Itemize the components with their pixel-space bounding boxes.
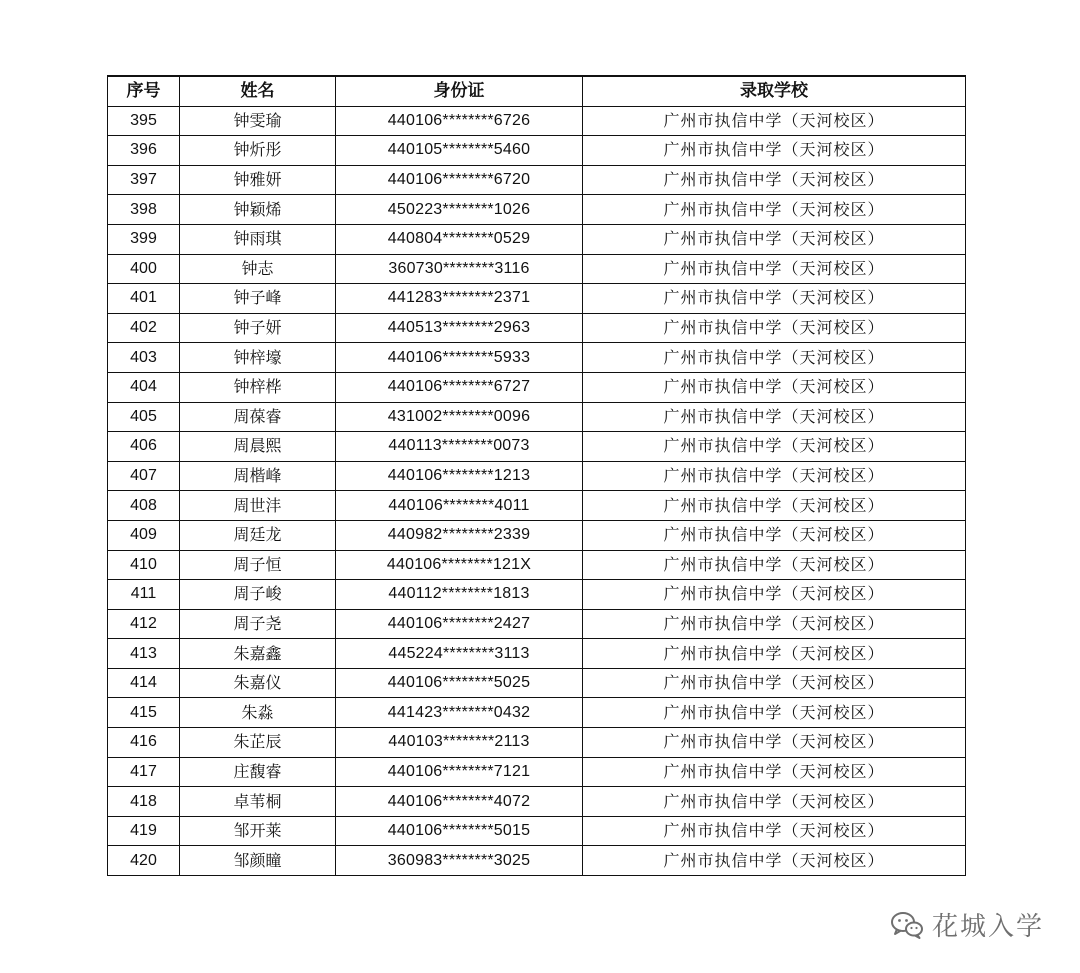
table-row [108,491,966,521]
table-row [108,106,966,136]
watermark [890,906,1044,943]
name-cell: 朱嘉鑫 [180,639,336,669]
school-cell: 广州市执信中学（天河校区） [583,461,966,491]
seq-cell: 406 [108,432,180,462]
table-row [108,639,966,669]
id-card-cell: 441423********0432 [336,698,583,728]
id-card-cell: 440106********6727 [336,372,583,402]
name-cell: 周子峻 [180,580,336,610]
school-cell: 广州市执信中学（天河校区） [583,343,966,373]
table-body [108,106,966,875]
name-cell: 卓苇桐 [180,787,336,817]
name-cell: 周晨熙 [180,432,336,462]
seq-cell: 395 [108,106,180,136]
school-cell: 广州市执信中学（天河校区） [583,816,966,846]
name-cell: 钟雨琪 [180,224,336,254]
school-cell: 广州市执信中学（天河校区） [583,195,966,225]
name-cell: 钟子峰 [180,284,336,314]
table-row [108,728,966,758]
admission-table [107,75,966,876]
id-card-cell: 440106********5015 [336,816,583,846]
seq-cell: 419 [108,816,180,846]
table-row [108,698,966,728]
table-row [108,313,966,343]
table-row [108,343,966,373]
school-cell: 广州市执信中学（天河校区） [583,254,966,284]
table-row [108,402,966,432]
table-row [108,609,966,639]
table-row [108,136,966,166]
seq-cell: 399 [108,224,180,254]
table-header-row [108,76,966,106]
header-id-card: 身份证 [336,76,583,106]
seq-cell: 405 [108,402,180,432]
table-row [108,846,966,876]
table-row [108,372,966,402]
id-card-cell: 440106********2427 [336,609,583,639]
school-cell: 广州市执信中学（天河校区） [583,728,966,758]
id-card-cell: 440106********1213 [336,461,583,491]
id-card-cell: 440105********5460 [336,136,583,166]
seq-cell: 398 [108,195,180,225]
school-cell: 广州市执信中学（天河校区） [583,846,966,876]
id-card-cell: 440982********2339 [336,520,583,550]
seq-cell: 401 [108,284,180,314]
id-card-cell: 440106********6726 [336,106,583,136]
id-card-cell: 440106********6720 [336,165,583,195]
name-cell: 朱芷辰 [180,728,336,758]
school-cell: 广州市执信中学（天河校区） [583,136,966,166]
id-card-cell: 440106********5025 [336,668,583,698]
school-cell: 广州市执信中学（天河校区） [583,491,966,521]
school-cell: 广州市执信中学（天河校区） [583,757,966,787]
seq-cell: 413 [108,639,180,669]
id-card-cell: 441283********2371 [336,284,583,314]
name-cell: 邹颜瞳 [180,846,336,876]
id-card-cell: 431002********0096 [336,402,583,432]
name-cell: 周子尧 [180,609,336,639]
table-row [108,550,966,580]
header-seq: 序号 [108,76,180,106]
name-cell: 周世沣 [180,491,336,521]
id-card-cell: 440106********4072 [336,787,583,817]
seq-cell: 408 [108,491,180,521]
id-card-cell: 440106********7121 [336,757,583,787]
id-card-cell: 445224********3113 [336,639,583,669]
id-card-cell: 440103********2113 [336,728,583,758]
name-cell: 朱嘉仪 [180,668,336,698]
wechat-icon [890,910,924,940]
school-cell: 广州市执信中学（天河校区） [583,165,966,195]
school-cell: 广州市执信中学（天河校区） [583,106,966,136]
table-row [108,580,966,610]
name-cell: 钟炘彤 [180,136,336,166]
name-cell: 钟梓桦 [180,372,336,402]
school-cell: 广州市执信中学（天河校区） [583,372,966,402]
seq-cell: 416 [108,728,180,758]
table-row [108,461,966,491]
table-row [108,816,966,846]
school-cell: 广州市执信中学（天河校区） [583,402,966,432]
name-cell: 钟志 [180,254,336,284]
id-card-cell: 360983********3025 [336,846,583,876]
seq-cell: 402 [108,313,180,343]
name-cell: 邹开莱 [180,816,336,846]
seq-cell: 396 [108,136,180,166]
school-cell: 广州市执信中学（天河校区） [583,639,966,669]
watermark-text: 花城入学 [931,912,1044,942]
seq-cell: 404 [108,372,180,402]
seq-cell: 411 [108,580,180,610]
seq-cell: 409 [108,520,180,550]
school-cell: 广州市执信中学（天河校区） [583,224,966,254]
name-cell: 周子恒 [180,550,336,580]
seq-cell: 407 [108,461,180,491]
name-cell: 周葆睿 [180,402,336,432]
school-cell: 广州市执信中学（天河校区） [583,668,966,698]
seq-cell: 403 [108,343,180,373]
seq-cell: 417 [108,757,180,787]
name-cell: 钟子妍 [180,313,336,343]
table-row [108,254,966,284]
table-row [108,668,966,698]
seq-cell: 397 [108,165,180,195]
table-row [108,284,966,314]
school-cell: 广州市执信中学（天河校区） [583,698,966,728]
header-school: 录取学校 [583,76,966,106]
id-card-cell: 440513********2963 [336,313,583,343]
seq-cell: 415 [108,698,180,728]
id-card-cell: 450223********1026 [336,195,583,225]
name-cell: 钟梓壕 [180,343,336,373]
school-cell: 广州市执信中学（天河校区） [583,609,966,639]
name-cell: 周楷峰 [180,461,336,491]
seq-cell: 412 [108,609,180,639]
name-cell: 钟颖烯 [180,195,336,225]
header-name: 姓名 [180,76,336,106]
school-cell: 广州市执信中学（天河校区） [583,580,966,610]
id-card-cell: 440112********1813 [336,580,583,610]
seq-cell: 418 [108,787,180,817]
school-cell: 广州市执信中学（天河校区） [583,787,966,817]
seq-cell: 400 [108,254,180,284]
id-card-cell: 440113********0073 [336,432,583,462]
table-row [108,432,966,462]
name-cell: 周廷龙 [180,520,336,550]
seq-cell: 414 [108,668,180,698]
table-row [108,520,966,550]
seq-cell: 410 [108,550,180,580]
admission-list-sheet [107,75,965,876]
school-cell: 广州市执信中学（天河校区） [583,432,966,462]
id-card-cell: 360730********3116 [336,254,583,284]
name-cell: 钟雯瑜 [180,106,336,136]
table-row [108,165,966,195]
school-cell: 广州市执信中学（天河校区） [583,550,966,580]
name-cell: 钟雅妍 [180,165,336,195]
id-card-cell: 440804********0529 [336,224,583,254]
id-card-cell: 440106********5933 [336,343,583,373]
table-row [108,757,966,787]
id-card-cell: 440106********121X [336,550,583,580]
school-cell: 广州市执信中学（天河校区） [583,313,966,343]
name-cell: 朱淼 [180,698,336,728]
table-row [108,195,966,225]
name-cell: 庄馥睿 [180,757,336,787]
table-row [108,224,966,254]
school-cell: 广州市执信中学（天河校区） [583,520,966,550]
school-cell: 广州市执信中学（天河校区） [583,284,966,314]
id-card-cell: 440106********4011 [336,491,583,521]
seq-cell: 420 [108,846,180,876]
table-row [108,787,966,817]
